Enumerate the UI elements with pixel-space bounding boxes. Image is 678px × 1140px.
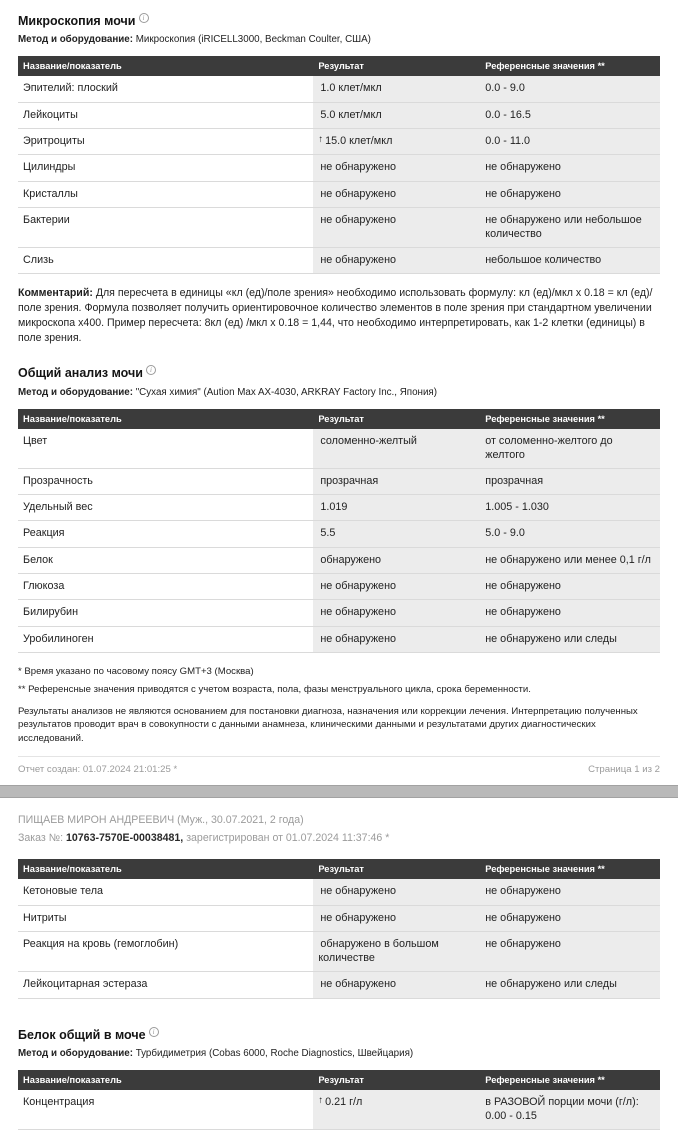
section-title-text: Общий анализ мочи [18, 366, 143, 381]
col-header-name: Название/показатель [18, 409, 313, 429]
method-line [18, 1048, 660, 1059]
urinalysis-table [18, 409, 660, 653]
method-value: Турбидиметрия (Cobas 6000, Roche Diagnostics, Швейцария) [135, 1047, 414, 1059]
row-ref: не обнаружено [480, 574, 660, 600]
row-result-text: 5.0 клет/мкл [320, 108, 382, 121]
row-ref: не обнаружено или менее 0,1 г/л [480, 547, 660, 573]
row-result [313, 879, 480, 905]
col-header-result: Результат [313, 56, 480, 76]
page-break-divider [0, 785, 678, 798]
row-ref: 0.0 - 11.0 [480, 128, 660, 154]
table-header-row [18, 1070, 660, 1090]
row-name: Концентрация [18, 1090, 313, 1130]
comment-block [18, 286, 660, 346]
row-name: Прозрачность [18, 468, 313, 494]
row-result-text: обнаружено в большом количестве [318, 937, 439, 965]
report-page-2 [0, 798, 678, 1140]
row-result-text: 0.21 г/л [325, 1095, 363, 1108]
row-result-text: не обнаружено [320, 580, 397, 592]
row-result [313, 905, 480, 931]
row-name: Нитриты [18, 905, 313, 931]
row-result-text: не обнаружено [320, 885, 397, 898]
table-row [18, 494, 660, 520]
col-header-ref: Референсные значения ** [480, 859, 660, 879]
method-label: Метод и оборудование: [18, 34, 133, 46]
row-ref: 1.005 - 1.030 [480, 494, 660, 520]
row-ref: 0.0 - 16.5 [480, 102, 660, 128]
microscopy-table [18, 56, 660, 274]
row-result-text: не обнаружено [320, 161, 397, 174]
row-ref: не обнаружено [480, 879, 660, 905]
patient-name-line: ПИЩАЕВ МИРОН АНДРЕЕВИЧ (Муж., 30.07.2021, 2 года) [18, 814, 304, 827]
row-result [313, 931, 480, 971]
row-result [313, 521, 480, 547]
method-line [18, 34, 660, 45]
table-row [18, 102, 660, 128]
table-row [18, 76, 660, 102]
method-line [18, 387, 660, 398]
row-name: Бактерии [18, 207, 313, 247]
table-row [18, 547, 660, 573]
table-row [18, 429, 660, 469]
row-result [313, 181, 480, 207]
col-header-result: Результат [313, 1070, 480, 1090]
info-icon [146, 365, 156, 375]
disclaimer: Результаты анализов не являются основанием для постановки диагноза, назначения или коррекции лечения. Интерпретацию полученных результатов проводит врач в совокупности с данными анамнеза, клиническими данными и результатами других диагностических исследований. [18, 706, 638, 744]
table-row [18, 468, 660, 494]
section-urinalysis [18, 365, 660, 653]
section-title-text: Микроскопия мочи [18, 14, 136, 29]
row-result-text: соломенно-желтый [320, 434, 417, 447]
row-name: Кетоновые тела [18, 879, 313, 905]
table-row [18, 128, 660, 154]
col-header-result: Результат [313, 409, 480, 429]
page-number: Страница 1 из 2 [588, 764, 660, 776]
report-footer [18, 756, 660, 775]
row-name: Слизь [18, 247, 313, 273]
row-result [313, 626, 480, 652]
row-result [313, 247, 480, 273]
footnote-reference: ** Референсные значения приводятся с учетом возраста, пола, фазы менструального цикла, срока беременности. [18, 684, 531, 696]
table-row [18, 574, 660, 600]
table-row [18, 972, 660, 998]
row-ref: в РАЗОВОЙ порции мочи (г/л): 0.00 - 0.15 [480, 1090, 660, 1130]
row-ref: не обнаружено [480, 905, 660, 931]
report-created: Отчет создан: 01.07.2024 21:01:25 * [18, 764, 178, 776]
row-result-text: не обнаружено [320, 978, 397, 991]
row-name: Уробилиноген [18, 626, 313, 652]
urinalysis-continued-table [18, 859, 660, 998]
row-result [313, 600, 480, 626]
row-result [313, 429, 480, 469]
row-ref: не обнаружено [480, 181, 660, 207]
section-title-protein [18, 1027, 660, 1042]
row-result [313, 207, 480, 247]
row-name: Реакция на кровь (гемоглобин) [18, 931, 313, 971]
table-row [18, 1090, 660, 1130]
section-title-microscopy [18, 13, 660, 28]
row-result [313, 1090, 480, 1130]
table-row [18, 626, 660, 652]
col-header-ref: Референсные значения ** [480, 409, 660, 429]
order-registered: зарегистрирован от 01.07.2024 11:37:46 * [186, 832, 390, 845]
row-name: Реакция [18, 521, 313, 547]
row-ref: не обнаружено [480, 931, 660, 971]
row-ref: не обнаружено или небольшое количество [480, 207, 660, 247]
info-icon [139, 13, 149, 23]
col-header-ref: Референсные значения ** [480, 56, 660, 76]
row-result-text: не обнаружено [320, 606, 397, 619]
table-header-row [18, 56, 660, 76]
row-name: Цилиндры [18, 155, 313, 181]
row-ref: не обнаружено [480, 155, 660, 181]
table-row [18, 879, 660, 905]
table-header-row [18, 859, 660, 879]
row-ref: небольшое количество [480, 247, 660, 273]
section-microscopy [18, 13, 660, 346]
table-header-row [18, 409, 660, 429]
order-line [18, 832, 660, 844]
footnote-time: * Время указано по часовому поясу GMT+3 (Москва) [18, 666, 254, 678]
table-row [18, 207, 660, 247]
table-row [18, 905, 660, 931]
row-result [313, 76, 480, 102]
row-result [313, 494, 480, 520]
row-name: Удельный вес [18, 494, 313, 520]
col-header-ref: Референсные значения ** [480, 1070, 660, 1090]
col-header-result: Результат [313, 859, 480, 879]
row-name: Эпителий: плоский [18, 76, 313, 102]
row-result-text: 1.0 клет/мкл [320, 82, 382, 95]
section-protein [18, 1027, 660, 1130]
abnormal-flag-icon: ↑ [318, 1094, 324, 1106]
section-title-text: Белок общий в моче [18, 1027, 146, 1042]
row-result [313, 574, 480, 600]
col-header-name: Название/показатель [18, 1070, 313, 1090]
row-result-text: не обнаружено [320, 187, 397, 200]
row-result-text: не обнаружено [320, 253, 397, 266]
order-number: 10763-7570E-00038481, [66, 832, 184, 845]
row-name: Кристаллы [18, 181, 313, 207]
row-name: Глюкоза [18, 574, 313, 600]
abnormal-flag-icon: ↑ [318, 133, 324, 145]
row-result-text: не обнаружено [320, 632, 397, 645]
row-ref: 5.0 - 9.0 [480, 521, 660, 547]
table-row [18, 247, 660, 273]
row-name: Лейкоциты [18, 102, 313, 128]
row-name: Цвет [18, 429, 313, 469]
row-ref: не обнаружено или следы [480, 972, 660, 998]
row-ref: прозрачная [480, 468, 660, 494]
row-name: Эритроциты [18, 128, 313, 154]
row-name: Белок [18, 547, 313, 573]
row-ref: не обнаружено [480, 600, 660, 626]
row-result-text: обнаружено [320, 553, 382, 566]
row-result-text: 1.019 [320, 500, 348, 513]
method-value: Микроскопия (iRICELL3000, Beckman Coulter, США) [135, 34, 371, 46]
row-ref: от соломенно-желтого до желтого [480, 429, 660, 469]
row-result [313, 547, 480, 573]
row-result-text: не обнаружено [320, 911, 397, 924]
table-row [18, 155, 660, 181]
row-ref: 0.0 - 9.0 [480, 76, 660, 102]
row-result [313, 102, 480, 128]
section-title-urinalysis [18, 365, 660, 380]
row-result [313, 468, 480, 494]
method-label: Метод и оборудование: [18, 1047, 133, 1059]
row-result [313, 972, 480, 998]
table-row [18, 600, 660, 626]
col-header-name: Название/показатель [18, 56, 313, 76]
row-ref: не обнаружено или следы [480, 626, 660, 652]
row-name: Лейкоцитарная эстераза [18, 972, 313, 998]
col-header-name: Название/показатель [18, 859, 313, 879]
method-value: "Сухая химия" (Aution Max AX-4030, ARKRAY Factory Inc., Япония) [135, 386, 437, 398]
comment-label: Комментарий: [18, 287, 93, 300]
table-row [18, 181, 660, 207]
table-row [18, 931, 660, 971]
row-result-text: прозрачная [320, 474, 379, 487]
row-name: Билирубин [18, 600, 313, 626]
row-result-text: 5.5 [320, 527, 336, 540]
row-result [313, 155, 480, 181]
row-result-text: не обнаружено [320, 213, 397, 226]
row-result-text: 15.0 клет/мкл [325, 134, 393, 147]
info-icon [149, 1027, 159, 1037]
table-row [18, 521, 660, 547]
method-label: Метод и оборудование: [18, 386, 133, 398]
protein-table [18, 1070, 660, 1130]
order-label: Заказ №: [18, 832, 64, 845]
comment-text: Для пересчета в единицы «кл (ед)/поле зрения» необходимо использовать формулу: кл (ед)/мкл x 0.18 = кл (ед)/поле зрения. Формула позволяет получить ориентировочное количество элементов в поле зрения при стандартном увеличении микроскопа x400. Пример пересчета: 8кл (ед) /мкл x 0.18 = 1,44, что необходимо интерпретировать, как 1-2 клетки (единицы) в поле зрения. [18, 287, 653, 345]
row-result [313, 128, 480, 154]
